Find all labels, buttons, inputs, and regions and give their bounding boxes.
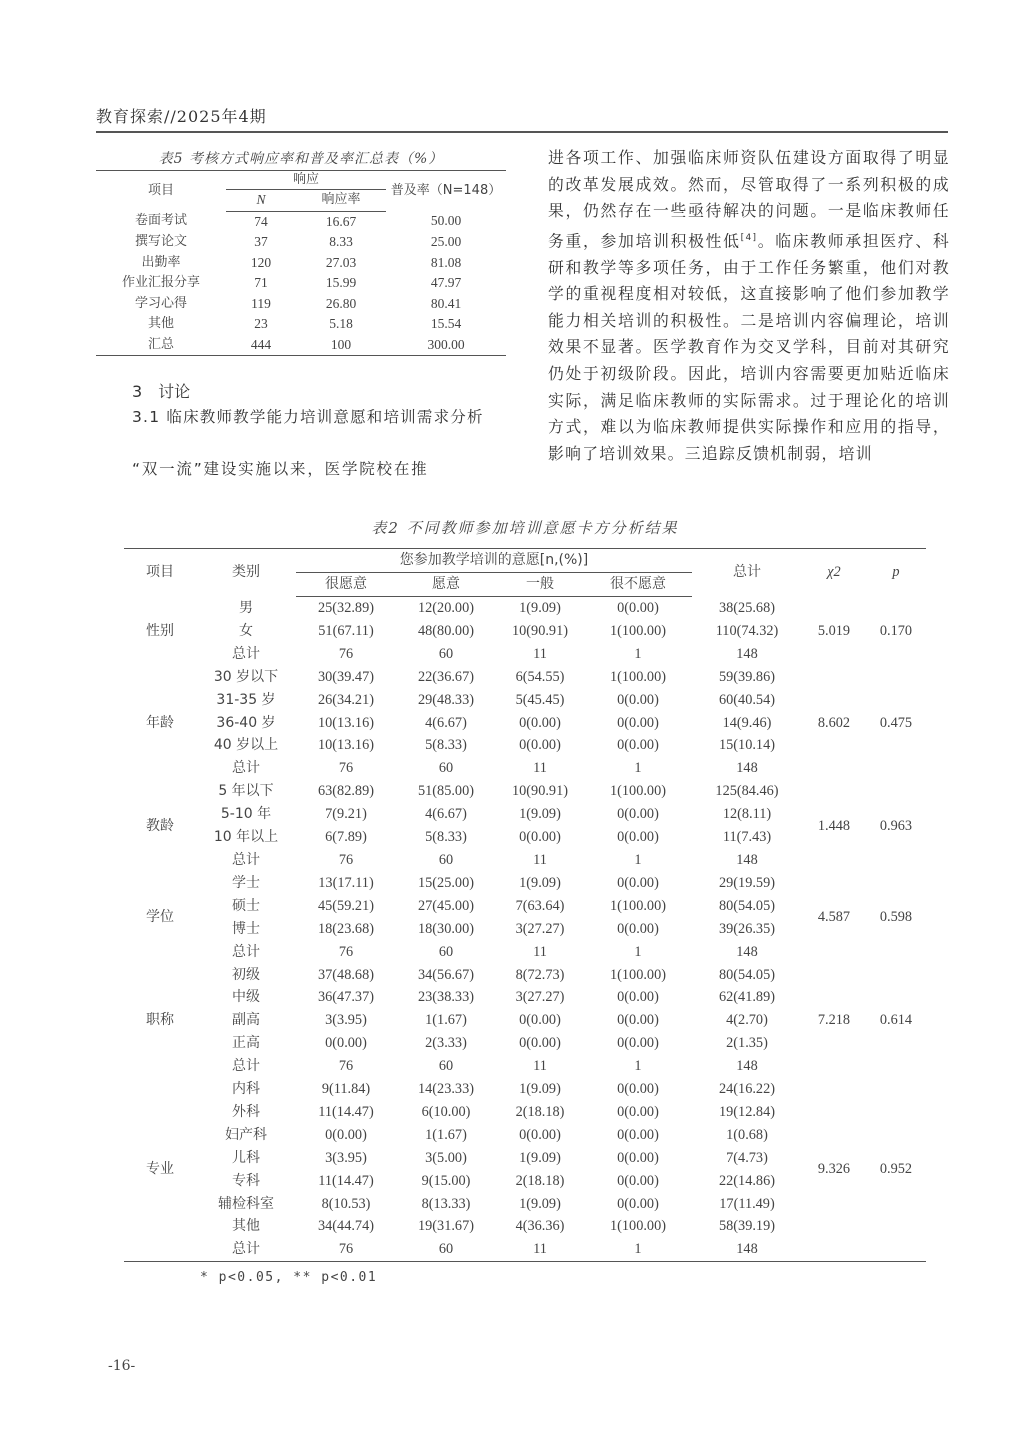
table2-cell-value: 7(63.64): [515, 897, 565, 914]
table5-cell-n: 444: [226, 335, 296, 356]
table2-cell-category: 内科: [232, 1081, 260, 1098]
table2-cell-value: 0(0.00): [519, 829, 561, 846]
table2-cell-total: 1(0.68): [726, 1126, 768, 1143]
table2-cell-value: 60: [438, 1058, 454, 1075]
table2-cell-value: 1: [634, 645, 642, 662]
table2-cell-value: 22(36.67): [418, 668, 474, 685]
table2: [124, 548, 926, 1262]
table2-cell-category: 男: [239, 599, 253, 616]
table2-cell-value: 1(100.00): [610, 966, 666, 983]
table2-cell-value: 51(85.00): [418, 783, 474, 800]
table2-cell-value: 0(0.00): [617, 691, 659, 708]
table2-cell-item: 性别: [146, 622, 174, 639]
table5-cell-prevalence: 47.97: [430, 275, 462, 290]
table2-row: [124, 964, 926, 987]
table2-cell-category: 外科: [232, 1103, 260, 1120]
table2-row: [124, 872, 926, 895]
table2-cell-category: 总计: [196, 1238, 296, 1261]
table2-cell-category: 总计: [232, 760, 260, 777]
table2-cell-total: 80(54.05): [719, 897, 775, 914]
table2-cell-value: 0(0.00): [617, 1035, 659, 1052]
paragraph-right-part1: 进各项工作、加强临床师资队伍建设方面取得了明显的改革发展成效。然而，尽管取得了一系列积极的成果，仍然存在一些亟待解决的问题。一是临床教师任务重，参加培训积极性低: [548, 148, 950, 251]
table2-cell-value: 4(6.67): [425, 806, 467, 823]
paragraph-left: “双一流”建设实施以来，医学院校在推: [132, 460, 429, 478]
table2-cell-value: 10(90.91): [512, 783, 568, 800]
table2-cell-category: 专科: [232, 1172, 260, 1189]
table2-header-neutral: 一般: [496, 573, 584, 597]
table5-cell-item: 作业汇报分享: [121, 275, 200, 290]
table2-cell-value: 1(9.09): [519, 806, 561, 823]
table2-cell-category: 5 年以下: [218, 783, 274, 800]
table2-row: [124, 597, 926, 620]
table2-cell-category: 其他: [232, 1218, 260, 1235]
table5-row: [96, 335, 506, 356]
table2-cell-value: 11: [533, 645, 547, 662]
table2-cell-total: 110(74.32): [715, 622, 779, 639]
table5-row: [96, 273, 506, 294]
table2-cell-p: 0.170: [879, 622, 913, 639]
table2-cell-category: 31-35 岁: [216, 691, 276, 708]
table2-cell-category: 36-40 岁: [216, 714, 276, 731]
table2-cell-value: 1(100.00): [610, 897, 666, 914]
table2-cell-category: 副高: [232, 1012, 260, 1029]
table2-cell-value: 18(30.00): [418, 920, 474, 937]
table2-cell-category: 5-10 年: [220, 806, 272, 823]
table2-cell-value: 11: [533, 760, 547, 777]
table2-cell-category: 硕士: [232, 897, 260, 914]
table2-cell-value: 0(0.00): [325, 1126, 367, 1143]
table2-cell-total: 15(10.14): [719, 737, 775, 754]
table2-cell-total: 148: [692, 1238, 802, 1261]
table2-cell-value: 11: [533, 943, 547, 960]
table2-cell-total: 60(40.54): [719, 691, 775, 708]
table2-cell-total: 148: [736, 1058, 758, 1075]
table2-cell-total: 4(2.70): [726, 1012, 768, 1029]
table2-cell-value: 45(59.21): [318, 897, 374, 914]
table2-cell-value: 30(39.47): [318, 668, 374, 685]
table2-cell-value: 34(44.74): [318, 1218, 374, 1235]
table2-cell-total: 59(39.86): [719, 668, 775, 685]
table2-row: [124, 666, 926, 689]
table2-cell-category: 总计: [232, 645, 260, 662]
table5-cell-item: 其他: [147, 316, 174, 331]
table2-row: [124, 1078, 926, 1101]
table2-caption: 表2 不同教师参加培训意愿卡方分析结果: [371, 519, 679, 537]
table2-header-very-unwilling: 很不愿意: [584, 573, 692, 597]
table2-cell-value: 1(9.09): [519, 1081, 561, 1098]
table2-cell-item: 教龄: [146, 817, 174, 834]
table2-cell-value: 1: [634, 851, 642, 868]
table2-cell-value: 8(10.53): [321, 1195, 371, 1212]
table2-cell-value: 6(54.55): [515, 668, 565, 685]
table2-cell-value: 0(0.00): [617, 600, 659, 616]
table2-cell-total: 62(41.89): [719, 989, 775, 1006]
table2-cell-category: 30 岁以下: [213, 668, 279, 685]
table2-cell-total: 12(8.11): [722, 806, 772, 823]
table2-cell-value: 10(13.16): [318, 737, 374, 754]
subsection-heading: 3.1 临床教师教学能力培训意愿和培训需求分析: [132, 408, 484, 426]
table2-cell-value: 0(0.00): [617, 989, 659, 1006]
table5-row: [96, 211, 506, 232]
table2-cell-category: 中级: [232, 989, 260, 1006]
table5-cell-n: 23: [254, 316, 268, 331]
table2-cell-value: 19(31.67): [418, 1218, 474, 1235]
table5-cell-prevalence: 50.00: [430, 213, 462, 229]
table2-cell-value: 60: [438, 943, 454, 960]
table2-cell-value: 3(27.27): [515, 920, 565, 937]
table2-cell-p: 0.952: [866, 1078, 926, 1262]
table2-cell-category: 40 岁以上: [213, 737, 279, 754]
table2-header-willing: 愿意: [396, 573, 496, 597]
table2-cell-value: 0(0.00): [617, 1103, 659, 1120]
table5-cell-item: 汇总: [96, 335, 226, 356]
table2-cell-value: 15(25.00): [418, 874, 474, 891]
table2-cell-value: 0(0.00): [325, 1035, 367, 1052]
table2-cell-value: 13(17.11): [318, 874, 374, 891]
table2-cell-category: 正高: [232, 1035, 260, 1052]
table2-cell-value: 1(1.67): [425, 1126, 467, 1143]
table2-cell-value: 0(0.00): [519, 714, 561, 731]
table2-cell-value: 10(13.16): [318, 714, 374, 731]
table2-cell-item: 学位: [146, 909, 174, 926]
table5-cell-n: 120: [250, 254, 272, 270]
table2-cell-value: 3(27.27): [515, 989, 565, 1006]
table2-cell-total: 148: [736, 760, 758, 777]
table2-header-p: p: [866, 549, 926, 597]
table2-cell-value: 1: [634, 943, 642, 960]
table5-cell-rate: 8.33: [329, 234, 353, 249]
table2-cell-chi2: 7.218: [817, 1012, 851, 1029]
table2-cell-value: 76: [338, 851, 354, 868]
table5-cell-item: 出勤率: [141, 254, 181, 270]
table2-cell-value: 3(3.95): [325, 1012, 367, 1029]
table5-row: [96, 294, 506, 315]
table2-cell-total: 17(11.49): [719, 1195, 775, 1212]
table2-cell-value: 2(18.18): [515, 1172, 565, 1189]
table2-cell-value: 29(48.33): [418, 691, 474, 708]
table2-cell-value: 23(38.33): [418, 989, 474, 1006]
table2-header-willingness: 您参加教学培训的意愿[n,(%)]: [296, 549, 692, 573]
table2-cell-value: 36(47.37): [318, 989, 374, 1006]
table5-header-response: 响应: [226, 171, 386, 190]
table5-header-n: N: [226, 190, 296, 212]
table2-cell-value: 4(6.67): [425, 714, 467, 731]
table2-cell-value: 0(0.00): [617, 737, 659, 754]
table2-cell-value: 7(9.21): [325, 806, 367, 823]
table2-cell-value: 60: [396, 1238, 496, 1261]
table2-cell-total: 22(14.86): [719, 1172, 775, 1189]
table2-cell-value: 0(0.00): [617, 1081, 659, 1098]
table2-header-very-willing: 很愿意: [296, 573, 396, 597]
table2-header-chi2: χ2: [802, 549, 866, 597]
table2-cell-value: 60: [438, 645, 454, 662]
table2-cell-total: 38(25.68): [719, 599, 775, 616]
table2-cell-value: 76: [296, 1238, 396, 1261]
table5-cell-rate: 15.99: [325, 275, 357, 290]
table2-cell-total: 125(84.46): [715, 783, 779, 800]
table2-cell-value: 1(100.00): [610, 1218, 666, 1235]
table2-cell-value: 76: [338, 1058, 354, 1075]
table2-cell-value: 5(8.33): [425, 737, 467, 754]
table2-cell-value: 0(0.00): [519, 1035, 561, 1052]
table5-cell-n: 74: [254, 213, 268, 229]
table2-cell-chi2: 5.019: [817, 622, 851, 639]
table2-cell-value: 5(8.33): [425, 829, 467, 846]
table5-row: [96, 232, 506, 253]
paragraph-right-part2: 。临床教师承担医疗、科研和教学等多项任务，由于工作任务繁重，他们对教学的重视程度相对较低，这直接影响了他们参加教学能力相关培训的积极性。二是培训内容偏理论，培训效果不显著。医学教育作为交叉学科，目前对其研究仍处于初级阶段。因此，培训内容需要更加贴近临床实际，满足临床教师的实际需求。过于理论化的培训方式，难以为临床教师提供实际操作和应用的指导，影响了培训效果。三追踪反馈机制弱，培训: [548, 231, 950, 463]
table5-cell-prevalence: 300.00: [386, 335, 506, 356]
citation-ref[interactable]: [4]: [740, 232, 758, 243]
table2-cell-item: 职称: [146, 1012, 174, 1029]
table2-cell-value: 37(48.68): [318, 966, 374, 983]
table2-cell-value: 34(56.67): [418, 966, 474, 983]
table2-cell-category: 学士: [232, 874, 260, 891]
table2-cell-p: 0.475: [879, 714, 913, 731]
header-rule: [96, 131, 948, 133]
table5-cell-prevalence: 15.54: [430, 316, 462, 331]
table2-cell-value: 6(10.00): [421, 1103, 471, 1120]
table2-cell-value: 0(0.00): [617, 1149, 659, 1166]
table2-cell-value: 2(18.18): [515, 1103, 565, 1120]
table2-cell-value: 6(7.89): [325, 829, 367, 846]
table2-cell-total: 148: [736, 645, 758, 662]
table2-cell-category: 10 年以上: [213, 829, 279, 846]
table2-cell-value: 27(45.00): [418, 897, 474, 914]
table2-cell-value: 1(100.00): [610, 668, 666, 685]
table5-cell-prevalence: 80.41: [430, 295, 462, 311]
table5-cell-n: 37: [254, 234, 268, 249]
table2-cell-category: 初级: [232, 966, 260, 983]
table5-header-prevalence: 普及率（N=148）: [390, 183, 502, 198]
table5-cell-rate: 5.18: [329, 316, 353, 331]
table2-header-category: 类别: [196, 549, 296, 597]
table2-cell-value: 0(0.00): [617, 829, 659, 846]
table2-cell-value: 3(5.00): [425, 1149, 467, 1166]
table5-caption: 表5 考核方式响应率和普及率汇总表（%）: [158, 151, 444, 167]
table2-cell-value: 1(9.09): [519, 874, 561, 891]
table5-cell-prevalence: 81.08: [430, 254, 462, 270]
table2-cell-total: 24(16.22): [719, 1081, 775, 1098]
table2-header-item: 项目: [124, 549, 196, 597]
table2-cell-p: 0.598: [879, 909, 913, 926]
table2-cell-value: 1: [584, 1238, 692, 1261]
table2-cell-total: 11(7.43): [722, 829, 772, 846]
table5-cell-item: 学习心得: [134, 295, 187, 311]
table2-cell-total: 58(39.19): [719, 1218, 775, 1235]
table2-cell-value: 26(34.21): [318, 691, 374, 708]
table2-cell-item: 年龄: [146, 714, 174, 731]
table2-cell-category: 总计: [232, 943, 260, 960]
table2-cell-total: 29(19.59): [719, 874, 775, 891]
table2-cell-value: 63(82.89): [318, 783, 374, 800]
table2-cell-value: 11: [533, 1058, 547, 1075]
table2-cell-total: 80(54.05): [719, 966, 775, 983]
paragraph-right: [548, 145, 950, 467]
table2-cell-value: 9(11.84): [321, 1081, 371, 1098]
table2-cell-value: 9(15.00): [421, 1172, 471, 1189]
table2-cell-p: 0.963: [879, 817, 913, 834]
table2-cell-value: 14(23.33): [418, 1081, 474, 1098]
table2-cell-value: 0(0.00): [617, 1172, 659, 1189]
table2-cell-value: 10(90.91): [512, 622, 568, 639]
table2-footnote: * p<0.05, ** p<0.01: [200, 1270, 378, 1285]
table2-cell-category: 辅检科室: [218, 1195, 274, 1212]
table5-cell-prevalence: 25.00: [430, 234, 462, 249]
page-number: -16-: [108, 1358, 136, 1374]
table2-cell-chi2: 9.326: [802, 1078, 866, 1262]
table2-cell-value: 0(0.00): [617, 1195, 659, 1212]
table2-cell-category: 总计: [232, 851, 260, 868]
table2-cell-value: 60: [438, 851, 454, 868]
table2-cell-value: 0(0.00): [617, 1012, 659, 1029]
table5-cell-rate: 16.67: [325, 213, 357, 229]
table2-cell-value: 0(0.00): [617, 714, 659, 731]
table2-cell-total: 19(12.84): [719, 1103, 775, 1120]
table5-header-item: 项目: [147, 183, 174, 198]
table2-cell-p: 0.614: [879, 1012, 913, 1029]
table5-header-rate: 响应率: [296, 190, 386, 212]
table2-cell-value: 1(9.09): [519, 1195, 561, 1212]
table2-cell-value: 1(1.67): [425, 1012, 467, 1029]
table5-cell-item: 卷面考试: [134, 213, 187, 229]
table2-row: [124, 780, 926, 803]
table2-cell-total: 148: [736, 943, 758, 960]
table2-cell-value: 1(9.09): [519, 600, 561, 616]
table2-cell-value: 60: [438, 760, 454, 777]
table2-cell-value: 25(32.89): [318, 600, 374, 616]
table2-cell-value: 12(20.00): [418, 600, 474, 616]
table2-cell-value: 11: [496, 1238, 584, 1261]
table2-cell-chi2: 8.602: [817, 714, 851, 731]
table2-cell-value: 1(100.00): [610, 783, 666, 800]
table5: [96, 170, 506, 356]
table2-cell-value: 1: [634, 760, 642, 777]
running-head: 教育探索//2025年4期: [96, 107, 267, 126]
table2-cell-value: 11(14.47): [318, 1172, 374, 1189]
table2-cell-value: 76: [338, 645, 354, 662]
table2-cell-value: 5(45.45): [515, 691, 565, 708]
table2-cell-total: 148: [736, 851, 758, 868]
table5-cell-item: 撰写论文: [134, 234, 187, 249]
table5-cell-n: 119: [251, 295, 271, 311]
table2-cell-category: 妇产科: [225, 1126, 267, 1143]
section-heading: 3 讨论: [132, 382, 191, 401]
table2-cell-chi2: 1.448: [817, 817, 851, 834]
table2-cell-value: 76: [338, 760, 354, 777]
table2-cell-value: 48(80.00): [418, 622, 474, 639]
table2-cell-category: 女: [239, 622, 253, 639]
table2-cell-value: 0(0.00): [519, 1012, 561, 1029]
table5-cell-rate: 27.03: [325, 254, 357, 270]
table2-cell-category: 博士: [232, 920, 260, 937]
table2-cell-total: 14(9.46): [722, 714, 772, 731]
table2-cell-value: 3(3.95): [325, 1149, 367, 1166]
table5-cell-rate: 26.80: [325, 295, 357, 311]
table2-cell-total: 2(1.35): [726, 1035, 768, 1052]
table2-cell-value: 11(14.47): [318, 1103, 374, 1120]
table2-cell-category: 儿科: [232, 1149, 260, 1166]
table5-cell-rate: 100: [296, 335, 386, 356]
table2-cell-value: 4(36.36): [515, 1218, 565, 1235]
table2-cell-value: 0(0.00): [617, 874, 659, 891]
table2-cell-value: 0(0.00): [617, 1126, 659, 1143]
table2-cell-category: 总计: [232, 1058, 260, 1075]
table2-cell-value: 1(100.00): [610, 622, 666, 639]
table2-cell-value: 8(72.73): [515, 966, 565, 983]
table5-cell-n: 71: [254, 275, 268, 290]
table2-cell-value: 0(0.00): [617, 806, 659, 823]
table2-cell-value: 0(0.00): [519, 737, 561, 754]
table2-cell-value: 0(0.00): [617, 920, 659, 937]
table2-cell-value: 8(13.33): [421, 1195, 471, 1212]
table2-cell-value: 0(0.00): [519, 1126, 561, 1143]
table2-header-total: 总计: [692, 549, 802, 597]
table2-cell-item: 专业: [124, 1078, 196, 1262]
table5-row: [96, 314, 506, 335]
table2-cell-value: 2(3.33): [425, 1035, 467, 1052]
table2-cell-value: 76: [338, 943, 354, 960]
table2-cell-value: 51(67.11): [318, 622, 374, 639]
table2-cell-total: 7(4.73): [726, 1149, 768, 1166]
table2-cell-value: 18(23.68): [318, 920, 374, 937]
table2-cell-value: 1(9.09): [519, 1149, 561, 1166]
table2-cell-chi2: 4.587: [817, 909, 851, 926]
table2-cell-value: 11: [533, 851, 547, 868]
table2-cell-value: 1: [634, 1058, 642, 1075]
table5-row: [96, 253, 506, 274]
table2-cell-total: 39(26.35): [719, 920, 775, 937]
